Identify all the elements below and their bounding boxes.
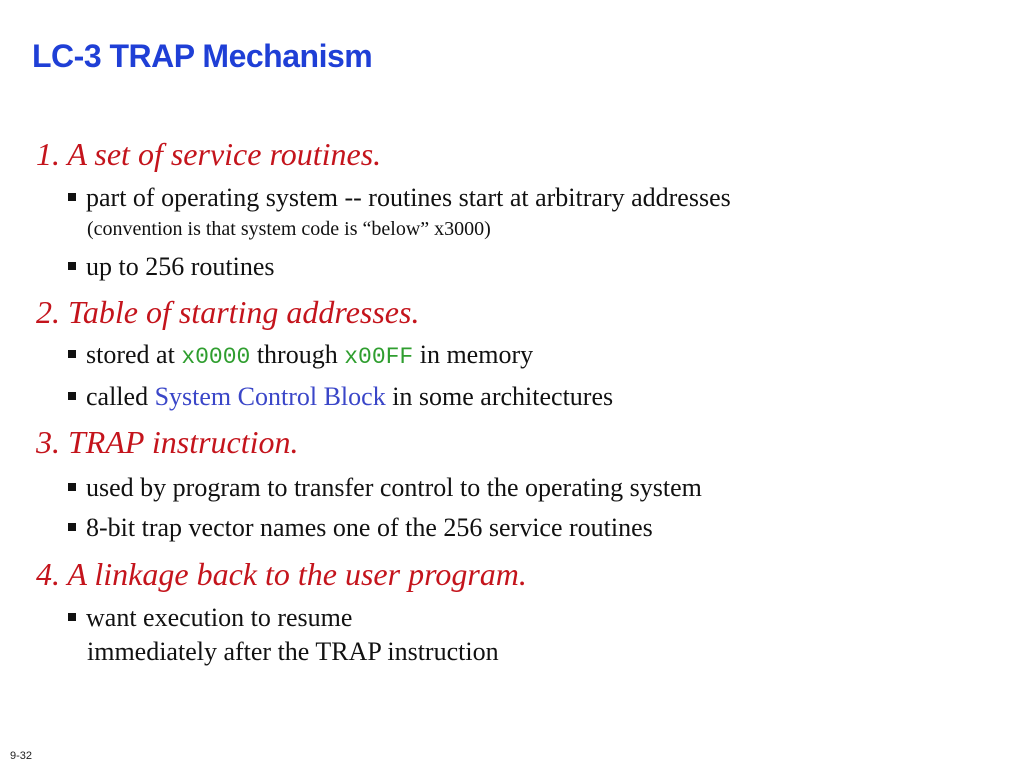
section-heading-4: 4. A linkage back to the user program. [36, 556, 527, 592]
bullet-note-convention: (convention is that system code is “below” x3000) [87, 218, 491, 240]
bullet-transfer-control [68, 473, 702, 503]
section-heading-1: 1. A set of service routines. [36, 136, 382, 172]
bullet-text: 8-bit trap vector names one of the 256 service routines [86, 513, 653, 542]
square-bullet-icon [68, 392, 76, 400]
bullet-suffix: in some architectures [385, 382, 614, 411]
code-address-start: x0000 [181, 344, 251, 370]
bullet-middle: through [250, 340, 345, 369]
bullet-suffix: in memory [413, 340, 534, 369]
square-bullet-icon [68, 483, 76, 491]
square-bullet-icon [68, 193, 76, 201]
bullet-text: part of operating system -- routines start at arbitrary addresses [86, 183, 731, 212]
square-bullet-icon [68, 523, 76, 531]
section-heading-2: 2. Table of starting addresses. [36, 294, 420, 330]
slide-title: LC-3 TRAP Mechanism [32, 38, 373, 74]
square-bullet-icon [68, 350, 76, 358]
bullet-text: want execution to resume [86, 603, 353, 632]
bullet-prefix: called [86, 382, 155, 411]
bullet-system-control-block [68, 382, 613, 412]
code-address-end: x00FF [344, 344, 414, 370]
term-system-control-block: System Control Block [154, 382, 386, 411]
bullet-stored-at [68, 340, 533, 370]
bullet-resume-execution [68, 603, 352, 633]
bullet-prefix: stored at [86, 340, 182, 369]
bullet-os-routines [68, 183, 731, 213]
square-bullet-icon [68, 613, 76, 621]
square-bullet-icon [68, 262, 76, 270]
bullet-continuation: immediately after the TRAP instruction [87, 637, 499, 666]
bullet-trap-vector [68, 513, 653, 543]
bullet-256-routines [68, 252, 275, 282]
section-heading-3: 3. TRAP instruction. [36, 424, 299, 460]
bullet-text: used by program to transfer control to the operating system [86, 473, 702, 502]
page-number: 9-32 [10, 750, 33, 762]
bullet-text: up to 256 routines [86, 252, 275, 281]
